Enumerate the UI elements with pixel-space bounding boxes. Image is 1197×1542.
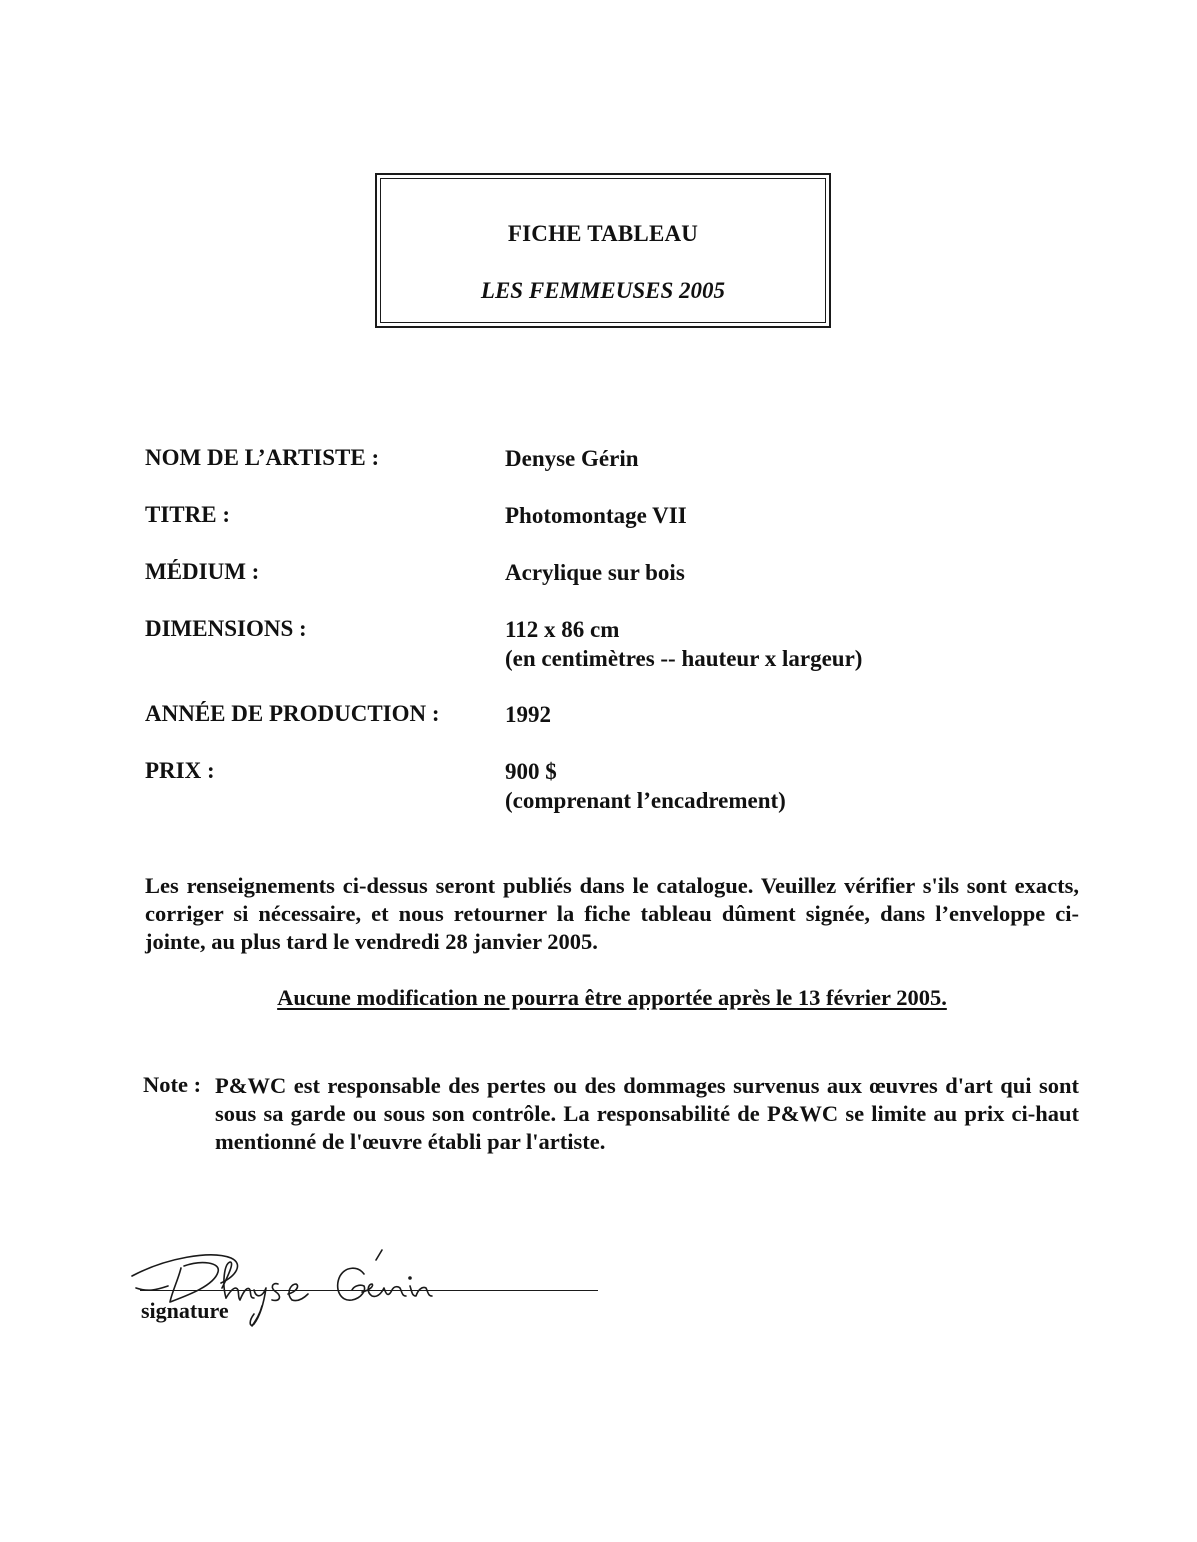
document-subtitle: LES FEMMEUSES 2005	[480, 278, 726, 303]
document-title: FICHE TABLEAU	[507, 221, 699, 246]
artist-name-label: NOM DE L’ARTISTE :	[145, 445, 380, 470]
price-note: (comprenant l’encadrement)	[505, 788, 786, 813]
medium-value: Acrylique sur bois	[505, 560, 685, 585]
signature-line	[140, 1290, 598, 1291]
note-label: Note :	[143, 1072, 202, 1097]
title-box-inner	[380, 178, 826, 323]
artwork-title-label: TITRE :	[145, 502, 230, 527]
note-text: P&WC est responsable des pertes ou des dommages survenus aux œuvres d'art qui sont sous sa garde ou sous son contrôle. La responsabilité de P&WC se limite au prix ci-haut mentionné de l'œuvre établi par l'artiste.	[215, 1073, 1079, 1154]
signature-label: signature	[141, 1298, 229, 1323]
title-box	[375, 173, 831, 328]
deadline-notice: Aucune modification ne pourra être apportée après le 13 février 2005.	[277, 985, 947, 1010]
dimensions-note: (en centimètres -- hauteur x largeur)	[505, 646, 863, 671]
medium-label: MÉDIUM :	[145, 559, 260, 584]
artist-name-value: Denyse Gérin	[505, 446, 639, 471]
dimensions-value: 112 x 86 cm	[505, 617, 620, 642]
price-label: PRIX :	[145, 758, 215, 783]
instructions-paragraph: Les renseignements ci-dessus seront publiés dans le catalogue. Veuillez vérifier s'ils sont exacts, corriger si nécessaire, et nous retourner la fiche tableau dûment signée, dans l’enveloppe ci-jointe, au plus tard le vendredi 28 janvier 2005.	[145, 873, 1079, 954]
price-value: 900 $	[505, 759, 557, 784]
production-year-label: ANNÉE DE PRODUCTION :	[145, 701, 440, 726]
artwork-title-value: Photomontage VII	[505, 503, 687, 528]
production-year-value: 1992	[505, 702, 551, 727]
dimensions-label: DIMENSIONS :	[145, 616, 307, 641]
